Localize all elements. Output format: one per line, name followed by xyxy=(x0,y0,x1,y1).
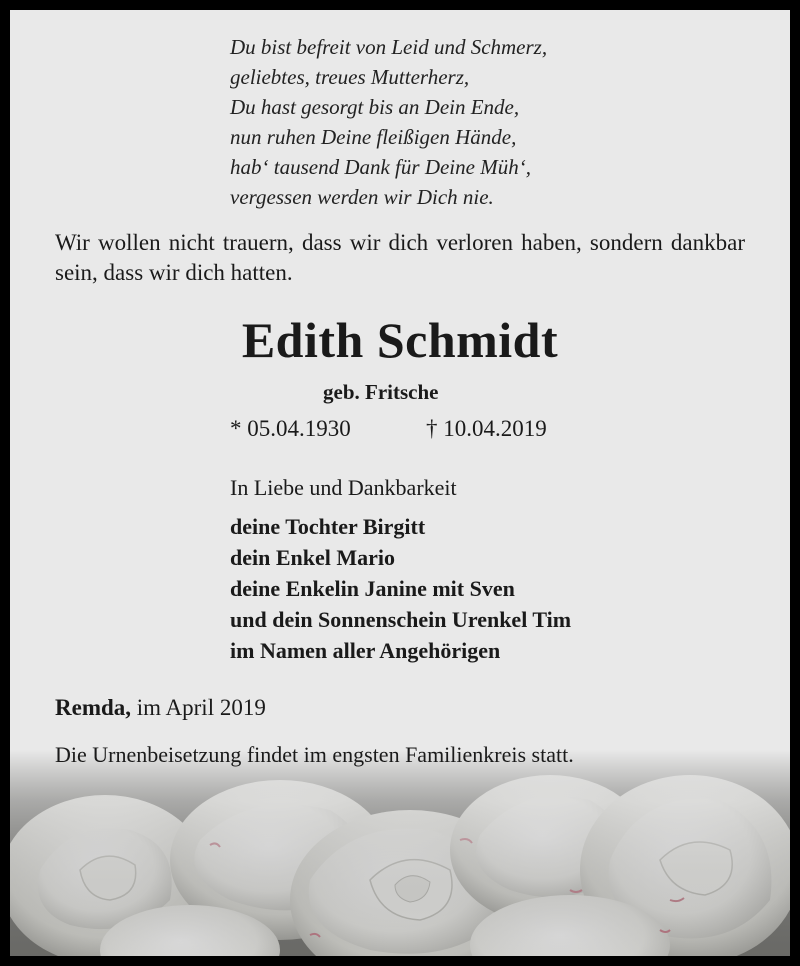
mourner-line: dein Enkel Mario xyxy=(230,545,396,570)
mourner-line: und dein Sonnenschein Urenkel Tim xyxy=(230,607,572,632)
mourners-list xyxy=(230,511,571,666)
place-date-text: im April 2019 xyxy=(131,695,266,720)
poem-line: hab‘ tausend Dank für Deine Müh‘, xyxy=(230,155,531,179)
memorial-quote: Wir wollen nicht trauern, dass wir dich verloren haben, sondern dankbar sein, dass wir dich hatten. xyxy=(55,230,745,285)
poem-line: geliebtes, treues Mutterherz, xyxy=(230,65,470,89)
mourner-line: deine Enkelin Janine mit Sven xyxy=(230,576,515,601)
poem-line: Du hast gesorgt bis an Dein Ende, xyxy=(230,95,520,119)
poem xyxy=(230,32,547,212)
burial-notice: Die Urnenbeisetzung findet im engsten Familienkreis statt. xyxy=(55,742,574,767)
place-town: Remda, xyxy=(55,695,132,720)
white-roses-image xyxy=(10,750,790,956)
mourners-intro: In Liebe und Dankbarkeit xyxy=(230,475,457,500)
poem-line: vergessen werden wir Dich nie. xyxy=(230,185,494,209)
deceased-name: Edith Schmidt xyxy=(241,312,559,368)
death-date: † 10.04.2019 xyxy=(426,416,547,441)
maiden-name: geb. Fritsche xyxy=(323,380,439,404)
place-date xyxy=(55,693,266,723)
birth-date: * 05.04.1930 xyxy=(230,416,351,441)
mourner-line: deine Tochter Birgitt xyxy=(230,514,426,539)
poem-line: nun ruhen Deine fleißigen Hände, xyxy=(230,125,517,149)
poem-line: Du bist befreit von Leid und Schmerz, xyxy=(230,35,548,59)
obituary-card xyxy=(10,10,790,956)
mourner-line: im Namen aller Angehörigen xyxy=(230,638,501,663)
